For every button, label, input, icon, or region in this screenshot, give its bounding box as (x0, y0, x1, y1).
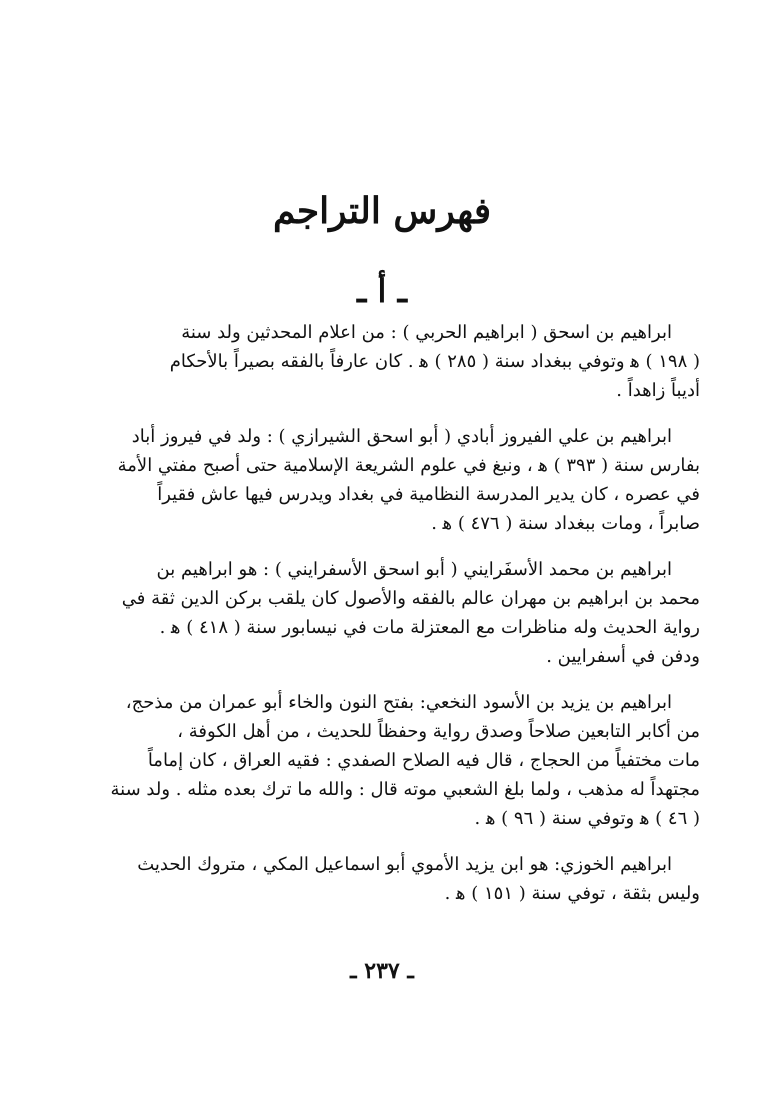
entry-line: ابراهيم بن محمد الأسفَرايني ( أبو اسحق الأسفرايني ) : هو ابراهيم بن (156, 559, 672, 580)
entry-line: ابراهيم بن يزيد بن الأسود النخعي: بفتح النون والخاء أبو عمران من مذحج، (125, 692, 672, 713)
entry-line: مجتهداً له مذهب ، ولما بلغ الشعبي موته قال : والله ما ترك بعده مثله . ولد سنة (110, 779, 700, 800)
entry-line: صابراً ، ومات ببغداد سنة ( ٤٧٦ ) ﻫ . (431, 513, 700, 534)
biography-entry (66, 688, 700, 833)
entry-line: ابراهيم بن علي الفيروز أبادي ( أبو اسحق الشيرازي ) : ولد في فيروز أباد (131, 426, 672, 447)
biography-entry (66, 850, 700, 908)
biography-entry (66, 555, 700, 671)
entry-line: ابراهيم الخوزي: هو ابن يزيد الأموي أبو اسماعيل المكي ، متروك الحديث (137, 854, 672, 875)
entry-line: رواية الحديث وله مناظرات مع المعتزلة مات في نيسابور سنة ( ٤١٨ ) ﻫ . (159, 617, 700, 638)
biography-index (66, 318, 700, 925)
entry-line: ( ١٩٨ ) ﻫ وتوفي ببغداد سنة ( ٢٨٥ ) ﻫ . كان عارفاً بالفقه بصيراً بالأحكام (169, 351, 700, 372)
entry-line: ودفن في أسفرايين . (546, 646, 700, 667)
biography-entry (66, 318, 700, 405)
page-number: ـ ٢٣٧ ـ (350, 958, 414, 984)
entry-line: من أكابر التابعين صلاحاً وصدق رواية وحفظاً للحديث ، من أهل الكوفة ، (177, 721, 700, 742)
biography-entry (66, 422, 700, 538)
entry-line: أديباً زاهداً . (616, 380, 700, 401)
entry-line: في عصره ، كان يدير المدرسة النظامية في بغداد ويدرس فيها عاش فقيراً (157, 484, 700, 505)
entry-line: محمد بن ابراهيم بن مهران عالم بالفقه والأصول كان يلقب بركن الدين ثقة في (121, 588, 700, 609)
entry-line: بفارس سنة ( ٣٩٣ ) ﻫ ، ونبغ في علوم الشريعة الإسلامية حتى أصبح مفتي الأمة (117, 455, 700, 476)
letter-heading: ـ أ ـ (357, 272, 407, 310)
entry-line: ( ٤٦ ) ﻫ وتوفي سنة ( ٩٦ ) ﻫ . (474, 808, 700, 829)
entry-line: وليس بثقة ، توفي سنة ( ١٥١ ) ﻫ . (444, 883, 700, 904)
entry-line: ابراهيم بن اسحق ( ابراهيم الحربي ) : من اعلام المحدثين ولد سنة (181, 322, 672, 343)
entry-line: مات مختفياً من الحجاج ، قال فيه الصلاح الصفدي : فقيه العراق ، كان إماماً (147, 750, 700, 771)
page-title: فهرس التراجم (272, 190, 492, 232)
